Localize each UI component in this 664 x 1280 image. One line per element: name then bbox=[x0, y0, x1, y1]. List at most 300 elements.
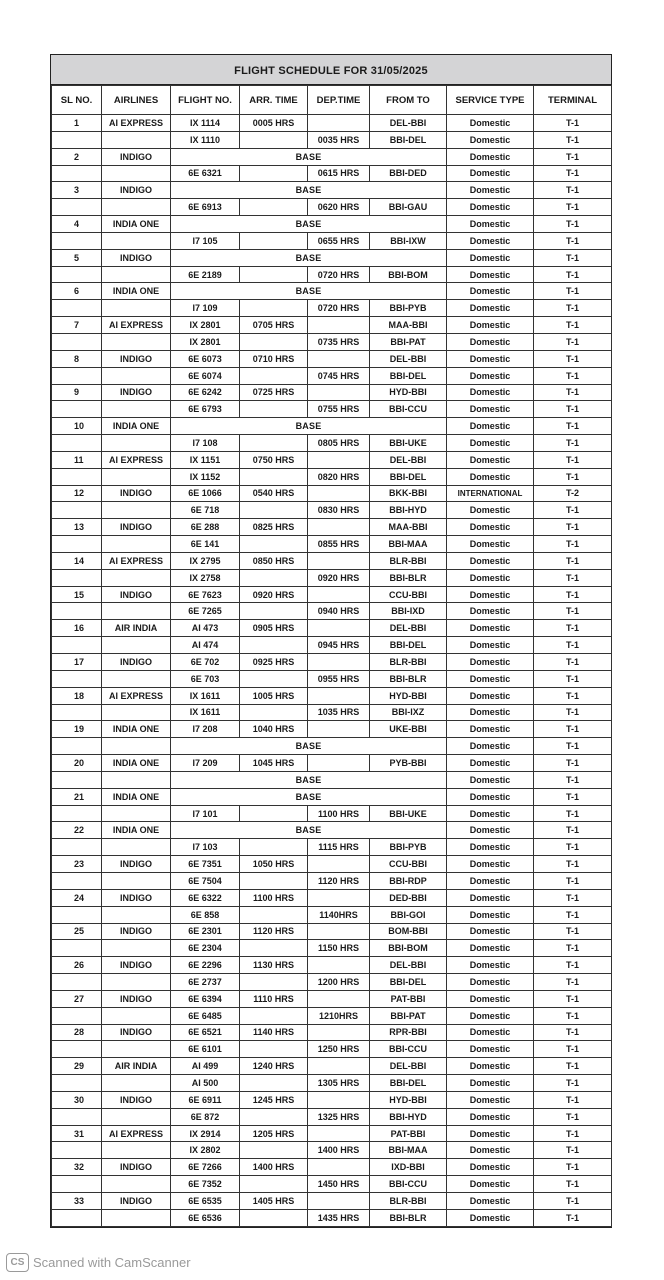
terminal-cell: T-1 bbox=[534, 755, 612, 772]
flight-no-cell: 6E 7623 bbox=[171, 586, 240, 603]
arr-time-cell bbox=[240, 333, 308, 350]
sl-no-cell bbox=[52, 1209, 102, 1226]
terminal-cell: T-1 bbox=[534, 367, 612, 384]
airline-cell bbox=[102, 906, 171, 923]
arr-time-cell bbox=[240, 805, 308, 822]
from-to-cell: BBI-CCU bbox=[370, 401, 447, 418]
scanner-watermark-text: Scanned with CamScanner bbox=[33, 1255, 191, 1270]
airline-cell: INDIGO bbox=[102, 485, 171, 502]
airline-cell bbox=[102, 468, 171, 485]
terminal-cell: T-1 bbox=[534, 165, 612, 182]
sl-no-cell bbox=[52, 536, 102, 553]
service-type-cell: Domestic bbox=[447, 940, 534, 957]
service-type-cell: Domestic bbox=[447, 704, 534, 721]
terminal-cell: T-1 bbox=[534, 468, 612, 485]
terminal-cell: T-1 bbox=[534, 199, 612, 216]
terminal-cell: T-1 bbox=[534, 115, 612, 132]
service-type-cell: Domestic bbox=[447, 536, 534, 553]
table-row bbox=[52, 232, 612, 249]
service-type-cell: Domestic bbox=[447, 519, 534, 536]
terminal-cell: T-1 bbox=[534, 536, 612, 553]
terminal-cell: T-1 bbox=[534, 1159, 612, 1176]
from-to-cell: MAA-BBI bbox=[370, 519, 447, 536]
service-type-cell: Domestic bbox=[447, 603, 534, 620]
dep-time-cell bbox=[308, 1125, 370, 1142]
table-row bbox=[52, 839, 612, 856]
service-type-cell: Domestic bbox=[447, 1176, 534, 1193]
dep-time-cell bbox=[308, 957, 370, 974]
flight-no-cell: 6E 6536 bbox=[171, 1209, 240, 1226]
service-type-cell: Domestic bbox=[447, 1159, 534, 1176]
terminal-cell: T-1 bbox=[534, 805, 612, 822]
dep-time-cell bbox=[308, 485, 370, 502]
dep-time-cell: 0745 HRS bbox=[308, 367, 370, 384]
airline-cell bbox=[102, 131, 171, 148]
table-row bbox=[52, 485, 612, 502]
from-to-cell: BBI-DEL bbox=[370, 468, 447, 485]
dep-time-cell: 1035 HRS bbox=[308, 704, 370, 721]
sl-no-cell bbox=[52, 401, 102, 418]
table-row bbox=[52, 1193, 612, 1210]
dep-time-cell bbox=[308, 1159, 370, 1176]
schedule-table bbox=[51, 85, 612, 1227]
header-flight-no: FLIGHT NO. bbox=[171, 86, 240, 115]
sl-no-cell bbox=[52, 569, 102, 586]
dep-time-cell: 0820 HRS bbox=[308, 468, 370, 485]
flight-no-cell: 6E 6911 bbox=[171, 1091, 240, 1108]
dep-time-cell: 1115 HRS bbox=[308, 839, 370, 856]
dep-time-cell bbox=[308, 519, 370, 536]
from-to-cell: DEL-BBI bbox=[370, 957, 447, 974]
sl-no-cell: 8 bbox=[52, 350, 102, 367]
service-type-cell: INTERNATIONAL bbox=[447, 485, 534, 502]
sl-no-cell: 12 bbox=[52, 485, 102, 502]
table-row bbox=[52, 872, 612, 889]
airline-cell: AI EXPRESS bbox=[102, 451, 171, 468]
terminal-cell: T-1 bbox=[534, 856, 612, 873]
flight-no-cell: 6E 718 bbox=[171, 502, 240, 519]
service-type-cell: Domestic bbox=[447, 1075, 534, 1092]
airline-cell: INDIA ONE bbox=[102, 216, 171, 233]
sl-no-cell bbox=[52, 872, 102, 889]
service-type-cell: Domestic bbox=[447, 502, 534, 519]
dep-time-cell: 0945 HRS bbox=[308, 637, 370, 654]
sl-no-cell: 7 bbox=[52, 317, 102, 334]
flight-no-cell: 6E 7265 bbox=[171, 603, 240, 620]
service-type-cell: Domestic bbox=[447, 906, 534, 923]
airline-cell bbox=[102, 266, 171, 283]
sl-no-cell bbox=[52, 1176, 102, 1193]
arr-time-cell bbox=[240, 974, 308, 991]
terminal-cell: T-1 bbox=[534, 1209, 612, 1226]
from-to-cell: BBI-BLR bbox=[370, 670, 447, 687]
dep-time-cell bbox=[308, 990, 370, 1007]
from-to-cell: BLR-BBI bbox=[370, 552, 447, 569]
table-row bbox=[52, 350, 612, 367]
terminal-cell: T-1 bbox=[534, 1024, 612, 1041]
arr-time-cell: 0920 HRS bbox=[240, 586, 308, 603]
terminal-cell: T-1 bbox=[534, 822, 612, 839]
from-to-cell: BBI-BLR bbox=[370, 569, 447, 586]
terminal-cell: T-1 bbox=[534, 569, 612, 586]
table-row bbox=[52, 401, 612, 418]
table-row bbox=[52, 1058, 612, 1075]
airline-cell: INDIGO bbox=[102, 1193, 171, 1210]
dep-time-cell bbox=[308, 350, 370, 367]
flight-no-cell: IX 2758 bbox=[171, 569, 240, 586]
service-type-cell: Domestic bbox=[447, 872, 534, 889]
base-cell: BASE bbox=[171, 738, 447, 755]
dep-time-cell: 1305 HRS bbox=[308, 1075, 370, 1092]
sl-no-cell: 13 bbox=[52, 519, 102, 536]
from-to-cell: BBI-PAT bbox=[370, 1007, 447, 1024]
dep-time-cell bbox=[308, 687, 370, 704]
arr-time-cell: 1240 HRS bbox=[240, 1058, 308, 1075]
dep-time-cell bbox=[308, 856, 370, 873]
table-row bbox=[52, 519, 612, 536]
arr-time-cell bbox=[240, 1007, 308, 1024]
airline-cell: INDIGO bbox=[102, 1091, 171, 1108]
service-type-cell: Domestic bbox=[447, 199, 534, 216]
terminal-cell: T-1 bbox=[534, 738, 612, 755]
flight-no-cell: AI 499 bbox=[171, 1058, 240, 1075]
service-type-cell: Domestic bbox=[447, 637, 534, 654]
table-row bbox=[52, 182, 612, 199]
table-row bbox=[52, 317, 612, 334]
terminal-cell: T-1 bbox=[534, 1125, 612, 1142]
sl-no-cell bbox=[52, 637, 102, 654]
sl-no-cell: 32 bbox=[52, 1159, 102, 1176]
dep-time-cell: 0720 HRS bbox=[308, 300, 370, 317]
table-row bbox=[52, 586, 612, 603]
dep-time-cell: 1325 HRS bbox=[308, 1108, 370, 1125]
arr-time-cell: 0705 HRS bbox=[240, 317, 308, 334]
table-row bbox=[52, 552, 612, 569]
dep-time-cell: 0720 HRS bbox=[308, 266, 370, 283]
arr-time-cell: 0540 HRS bbox=[240, 485, 308, 502]
sl-no-cell: 6 bbox=[52, 283, 102, 300]
airline-cell: INDIGO bbox=[102, 990, 171, 1007]
from-to-cell: BLR-BBI bbox=[370, 1193, 447, 1210]
flight-no-cell: 6E 6074 bbox=[171, 367, 240, 384]
service-type-cell: Domestic bbox=[447, 1024, 534, 1041]
terminal-cell: T-1 bbox=[534, 519, 612, 536]
terminal-cell: T-1 bbox=[534, 502, 612, 519]
scanner-watermark bbox=[6, 1253, 191, 1272]
terminal-cell: T-1 bbox=[534, 300, 612, 317]
sl-no-cell bbox=[52, 603, 102, 620]
terminal-cell: T-1 bbox=[534, 249, 612, 266]
flight-no-cell: 6E 858 bbox=[171, 906, 240, 923]
airline-cell bbox=[102, 1142, 171, 1159]
from-to-cell: BBI-PYB bbox=[370, 300, 447, 317]
airline-cell bbox=[102, 401, 171, 418]
from-to-cell: BBI-GAU bbox=[370, 199, 447, 216]
flight-no-cell: 6E 872 bbox=[171, 1108, 240, 1125]
table-row bbox=[52, 957, 612, 974]
arr-time-cell bbox=[240, 704, 308, 721]
dep-time-cell bbox=[308, 1091, 370, 1108]
terminal-cell: T-1 bbox=[534, 1193, 612, 1210]
table-row bbox=[52, 468, 612, 485]
terminal-cell: T-1 bbox=[534, 957, 612, 974]
airline-cell: AIR INDIA bbox=[102, 1058, 171, 1075]
airline-cell: INDIA ONE bbox=[102, 822, 171, 839]
sl-no-cell: 1 bbox=[52, 115, 102, 132]
flight-no-cell: 6E 2301 bbox=[171, 923, 240, 940]
service-type-cell: Domestic bbox=[447, 384, 534, 401]
table-row bbox=[52, 1041, 612, 1058]
terminal-cell: T-1 bbox=[534, 889, 612, 906]
from-to-cell: DEL-BBI bbox=[370, 451, 447, 468]
dep-time-cell bbox=[308, 586, 370, 603]
sl-no-cell: 26 bbox=[52, 957, 102, 974]
terminal-cell: T-1 bbox=[534, 131, 612, 148]
arr-time-cell bbox=[240, 367, 308, 384]
arr-time-cell: 1005 HRS bbox=[240, 687, 308, 704]
flight-no-cell: 6E 6485 bbox=[171, 1007, 240, 1024]
sl-no-cell bbox=[52, 468, 102, 485]
from-to-cell: BBI-BOM bbox=[370, 266, 447, 283]
table-row bbox=[52, 906, 612, 923]
flight-no-cell: 6E 7352 bbox=[171, 1176, 240, 1193]
table-row bbox=[52, 1091, 612, 1108]
schedule-title: FLIGHT SCHEDULE FOR 31/05/2025 bbox=[51, 55, 611, 85]
service-type-cell: Domestic bbox=[447, 839, 534, 856]
arr-time-cell: 0905 HRS bbox=[240, 620, 308, 637]
from-to-cell: UKE-BBI bbox=[370, 721, 447, 738]
table-row bbox=[52, 687, 612, 704]
service-type-cell: Domestic bbox=[447, 1091, 534, 1108]
arr-time-cell bbox=[240, 569, 308, 586]
sl-no-cell: 22 bbox=[52, 822, 102, 839]
from-to-cell: MAA-BBI bbox=[370, 317, 447, 334]
arr-time-cell bbox=[240, 1176, 308, 1193]
arr-time-cell bbox=[240, 872, 308, 889]
sl-no-cell: 16 bbox=[52, 620, 102, 637]
from-to-cell: PAT-BBI bbox=[370, 990, 447, 1007]
header-sl-no: SL NO. bbox=[52, 86, 102, 115]
table-row bbox=[52, 990, 612, 1007]
service-type-cell: Domestic bbox=[447, 350, 534, 367]
base-cell: BASE bbox=[171, 418, 447, 435]
terminal-cell: T-1 bbox=[534, 384, 612, 401]
from-to-cell: PYB-BBI bbox=[370, 755, 447, 772]
sl-no-cell: 14 bbox=[52, 552, 102, 569]
table-row bbox=[52, 856, 612, 873]
terminal-cell: T-1 bbox=[534, 552, 612, 569]
flight-no-cell: 6E 141 bbox=[171, 536, 240, 553]
flight-no-cell: I7 105 bbox=[171, 232, 240, 249]
base-cell: BASE bbox=[171, 283, 447, 300]
airline-cell: INDIA ONE bbox=[102, 788, 171, 805]
header-arr-time: ARR. TIME bbox=[240, 86, 308, 115]
service-type-cell: Domestic bbox=[447, 1142, 534, 1159]
flight-no-cell: 6E 2737 bbox=[171, 974, 240, 991]
airline-cell: INDIGO bbox=[102, 148, 171, 165]
table-row bbox=[52, 1125, 612, 1142]
arr-time-cell: 1110 HRS bbox=[240, 990, 308, 1007]
arr-time-cell bbox=[240, 1142, 308, 1159]
dep-time-cell: 0855 HRS bbox=[308, 536, 370, 553]
table-row bbox=[52, 1159, 612, 1176]
arr-time-cell: 0710 HRS bbox=[240, 350, 308, 367]
dep-time-cell: 0940 HRS bbox=[308, 603, 370, 620]
from-to-cell: BBI-IXZ bbox=[370, 704, 447, 721]
airline-cell: INDIGO bbox=[102, 249, 171, 266]
table-row bbox=[52, 199, 612, 216]
airline-cell: INDIA ONE bbox=[102, 721, 171, 738]
flight-no-cell: I7 103 bbox=[171, 839, 240, 856]
airline-cell: INDIGO bbox=[102, 519, 171, 536]
service-type-cell: Domestic bbox=[447, 721, 534, 738]
arr-time-cell: 1045 HRS bbox=[240, 755, 308, 772]
dep-time-cell bbox=[308, 1058, 370, 1075]
base-cell: BASE bbox=[171, 182, 447, 199]
sl-no-cell: 10 bbox=[52, 418, 102, 435]
table-row bbox=[52, 1108, 612, 1125]
dep-time-cell bbox=[308, 115, 370, 132]
table-row bbox=[52, 502, 612, 519]
flight-no-cell: 6E 703 bbox=[171, 670, 240, 687]
airline-cell: AI EXPRESS bbox=[102, 687, 171, 704]
terminal-cell: T-1 bbox=[534, 401, 612, 418]
terminal-cell: T-1 bbox=[534, 1041, 612, 1058]
header-from-to: FROM TO bbox=[370, 86, 447, 115]
airline-cell: INDIA ONE bbox=[102, 755, 171, 772]
terminal-cell: T-1 bbox=[534, 232, 612, 249]
table-row bbox=[52, 889, 612, 906]
dep-time-cell bbox=[308, 451, 370, 468]
sl-no-cell bbox=[52, 1108, 102, 1125]
flight-no-cell: IX 1110 bbox=[171, 131, 240, 148]
flight-no-cell: 6E 2296 bbox=[171, 957, 240, 974]
table-row bbox=[52, 148, 612, 165]
from-to-cell: HYD-BBI bbox=[370, 384, 447, 401]
airline-cell bbox=[102, 367, 171, 384]
arr-time-cell: 1130 HRS bbox=[240, 957, 308, 974]
base-cell: BASE bbox=[171, 771, 447, 788]
terminal-cell: T-1 bbox=[534, 1007, 612, 1024]
service-type-cell: Domestic bbox=[447, 974, 534, 991]
from-to-cell: BBI-DED bbox=[370, 165, 447, 182]
dep-time-cell bbox=[308, 317, 370, 334]
from-to-cell: HYD-BBI bbox=[370, 687, 447, 704]
service-type-cell: Domestic bbox=[447, 333, 534, 350]
airline-cell: INDIGO bbox=[102, 923, 171, 940]
terminal-cell: T-1 bbox=[534, 317, 612, 334]
terminal-cell: T-1 bbox=[534, 637, 612, 654]
dep-time-cell bbox=[308, 384, 370, 401]
header-airlines: AIRLINES bbox=[102, 86, 171, 115]
sl-no-cell bbox=[52, 940, 102, 957]
header-service-type: SERVICE TYPE bbox=[447, 86, 534, 115]
terminal-cell: T-1 bbox=[534, 1091, 612, 1108]
flight-no-cell: IX 2795 bbox=[171, 552, 240, 569]
table-row bbox=[52, 1209, 612, 1226]
from-to-cell: RPR-BBI bbox=[370, 1024, 447, 1041]
sl-no-cell: 25 bbox=[52, 923, 102, 940]
terminal-cell: T-1 bbox=[534, 333, 612, 350]
airline-cell bbox=[102, 974, 171, 991]
sl-no-cell: 21 bbox=[52, 788, 102, 805]
flight-no-cell: AI 500 bbox=[171, 1075, 240, 1092]
arr-time-cell bbox=[240, 839, 308, 856]
arr-time-cell bbox=[240, 401, 308, 418]
dep-time-cell bbox=[308, 1024, 370, 1041]
arr-time-cell bbox=[240, 670, 308, 687]
table-row bbox=[52, 115, 612, 132]
flight-no-cell: 6E 1066 bbox=[171, 485, 240, 502]
arr-time-cell bbox=[240, 199, 308, 216]
airline-cell bbox=[102, 300, 171, 317]
terminal-cell: T-1 bbox=[534, 906, 612, 923]
sl-no-cell bbox=[52, 199, 102, 216]
base-cell: BASE bbox=[171, 249, 447, 266]
airline-cell: INDIGO bbox=[102, 889, 171, 906]
table-header-row bbox=[52, 86, 612, 115]
service-type-cell: Domestic bbox=[447, 115, 534, 132]
arr-time-cell bbox=[240, 603, 308, 620]
from-to-cell: BBI-DEL bbox=[370, 974, 447, 991]
sl-no-cell bbox=[52, 1142, 102, 1159]
table-row bbox=[52, 367, 612, 384]
airline-cell bbox=[102, 569, 171, 586]
table-row bbox=[52, 771, 612, 788]
sl-no-cell: 4 bbox=[52, 216, 102, 233]
sl-no-cell bbox=[52, 266, 102, 283]
from-to-cell: BBI-UKE bbox=[370, 435, 447, 452]
sl-no-cell: 17 bbox=[52, 654, 102, 671]
camscanner-logo-icon: CS bbox=[6, 1253, 29, 1272]
service-type-cell: Domestic bbox=[447, 1125, 534, 1142]
service-type-cell: Domestic bbox=[447, 283, 534, 300]
dep-time-cell: 1450 HRS bbox=[308, 1176, 370, 1193]
airline-cell bbox=[102, 502, 171, 519]
sl-no-cell bbox=[52, 165, 102, 182]
flight-no-cell: 6E 6913 bbox=[171, 199, 240, 216]
service-type-cell: Domestic bbox=[447, 182, 534, 199]
sl-no-cell: 27 bbox=[52, 990, 102, 1007]
sl-no-cell bbox=[52, 738, 102, 755]
airline-cell bbox=[102, 670, 171, 687]
airline-cell: AIR INDIA bbox=[102, 620, 171, 637]
service-type-cell: Domestic bbox=[447, 1007, 534, 1024]
from-to-cell: CCU-BBI bbox=[370, 586, 447, 603]
sl-no-cell: 3 bbox=[52, 182, 102, 199]
from-to-cell: PAT-BBI bbox=[370, 1125, 447, 1142]
arr-time-cell bbox=[240, 906, 308, 923]
terminal-cell: T-1 bbox=[534, 687, 612, 704]
from-to-cell: DEL-BBI bbox=[370, 620, 447, 637]
arr-time-cell: 1140 HRS bbox=[240, 1024, 308, 1041]
arr-time-cell: 0850 HRS bbox=[240, 552, 308, 569]
arr-time-cell bbox=[240, 300, 308, 317]
dep-time-cell: 0620 HRS bbox=[308, 199, 370, 216]
sl-no-cell bbox=[52, 1075, 102, 1092]
flight-no-cell: 6E 7351 bbox=[171, 856, 240, 873]
terminal-cell: T-1 bbox=[534, 872, 612, 889]
airline-cell bbox=[102, 805, 171, 822]
from-to-cell: BKK-BBI bbox=[370, 485, 447, 502]
airline-cell bbox=[102, 199, 171, 216]
airline-cell: AI EXPRESS bbox=[102, 552, 171, 569]
terminal-cell: T-1 bbox=[534, 216, 612, 233]
service-type-cell: Domestic bbox=[447, 586, 534, 603]
terminal-cell: T-1 bbox=[534, 1108, 612, 1125]
flight-no-cell: 6E 6535 bbox=[171, 1193, 240, 1210]
airline-cell: AI EXPRESS bbox=[102, 1125, 171, 1142]
